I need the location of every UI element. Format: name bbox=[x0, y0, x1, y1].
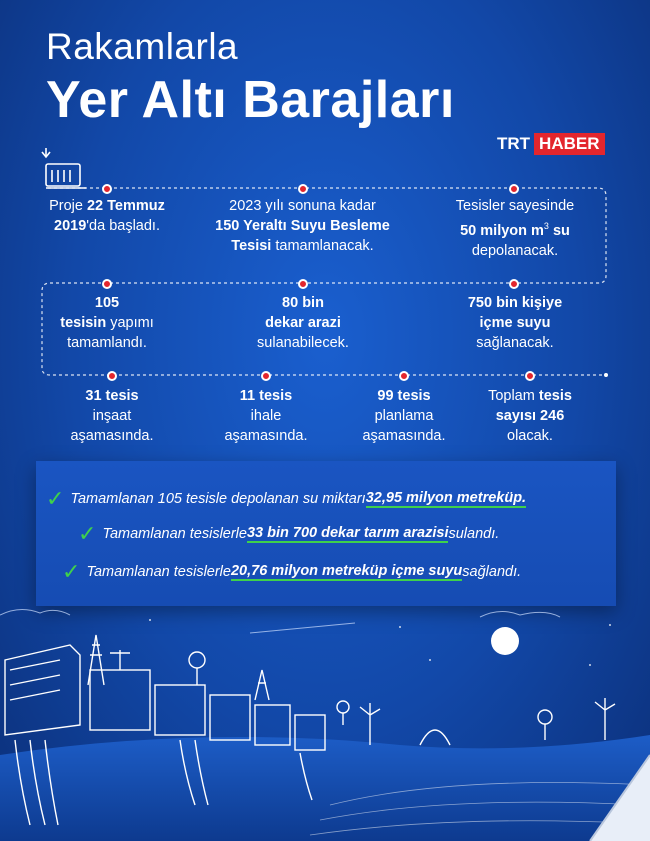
timeline-dot bbox=[102, 184, 112, 194]
milestone-99: 99 tesis planlama aşamasında. bbox=[362, 388, 446, 444]
brand-trt: TRT bbox=[497, 134, 531, 153]
summary-line: ✓ Tamamlanan tesislerle 33 bin 700 dekar tarım arazisi sulandı. bbox=[78, 521, 500, 546]
summary-panel bbox=[36, 461, 616, 606]
milestone-start: Proje 22 Temmuz 2019'da başladı. bbox=[49, 198, 165, 234]
timeline-dot bbox=[509, 184, 519, 194]
timeline-dot bbox=[525, 371, 535, 381]
milestone-storage: Tesisler sayesinde 50 milyon $m^3$ su depolanacak. bbox=[455, 198, 575, 259]
milestone-2023: 2023 yılı sonuna kadar 150 Yeraltı Suyu Besleme Tesisi tamamlanacak. bbox=[215, 198, 390, 254]
timeline-dot bbox=[261, 371, 271, 381]
page-title-small: Rakamlarla bbox=[46, 26, 239, 67]
milestone-31: 31 tesis inşaat aşamasında. bbox=[70, 388, 154, 444]
timeline-dot bbox=[509, 279, 519, 289]
brand-haber: HABER bbox=[534, 133, 604, 155]
timeline-dot bbox=[298, 279, 308, 289]
check-icon: ✓ bbox=[78, 521, 97, 546]
milestone-750bin: 750 bin kişiye içme suyu sağlanacak. bbox=[467, 295, 563, 351]
moon-icon bbox=[491, 627, 519, 655]
milestone-total: Toplam tesis sayısı 246 olacak. bbox=[488, 388, 572, 444]
summary-line: ✓ Tamamlanan tesislerle 20,76 milyon metreküp içme suyu sağlandı. bbox=[62, 559, 522, 584]
milestone-80bin: 80 bin dekar arazi sulanabilecek. bbox=[257, 295, 349, 351]
summary-line: ✓ Tamamlanan 105 tesisle depolanan su miktarı 32,95 milyon metreküp. bbox=[46, 486, 527, 511]
milestone-105: 105 tesisin yapımı tamamlandı. bbox=[60, 295, 154, 351]
timeline-dot bbox=[102, 279, 112, 289]
timeline-dot bbox=[107, 371, 117, 381]
dam-start-icon bbox=[42, 148, 86, 188]
timeline-dot bbox=[298, 184, 308, 194]
timeline-dot bbox=[399, 371, 409, 381]
dam-illustration bbox=[0, 605, 650, 841]
page-title: Yer Altı Barajları bbox=[46, 71, 455, 129]
milestone-11: 11 tesis ihale aşamasında. bbox=[224, 388, 308, 444]
check-icon: ✓ bbox=[46, 486, 65, 511]
check-icon: ✓ bbox=[62, 559, 81, 584]
